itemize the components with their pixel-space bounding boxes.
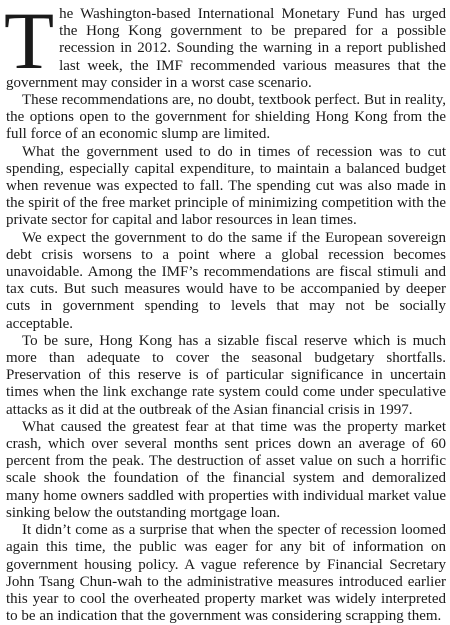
paragraph-3: What the government used to do in times of recession was to cut spending, especially capital expenditure, to maintain a balanced budget when revenue was expected to fall. The spending cut was also made in the spirit of the free market principle of minimizing competition with the private sector for capital and labor resources in lean times. [6, 143, 446, 229]
paragraph-2: These recommendations are, no doubt, textbook perfect. But in reality, the options open to the government for shielding Hong Kong from the full force of an economic slump are limited. [6, 92, 446, 143]
paragraph-6: What caused the greatest fear at that time was the property market crash, which over several months sent prices down an average of 60 percent from the peak. The destruction of asset value on such a horrific scale shook the foundation of the financial system and demoralized many home owners saddled with properties with individual market value sinking below the outstanding mortgage loan. [6, 418, 446, 521]
paragraph-5: To be sure, Hong Kong has a sizable fiscal reserve which is much more than adequate to cover the seasonal budgetary shortfalls. Preservation of this reserve is of particular significance in uncertain times when the link exchange rate system could come under speculative attacks as it did at the outbreak of the Asian financial crisis in 1997. [6, 332, 446, 418]
paragraph-1-text: he Washington-based International Monetary Fund has urged the Hong Kong government to be prepared for a possible recession in 2012. Sounding the warning in a report published last week, the IMF recommended various measures that the government may consider in a worst case scenario. [6, 6, 446, 91]
paragraph-4: We expect the government to do the same if the European sovereign debt crisis worsens to a point where a global recession becomes unavoidable. Among the IMF’s recommendations are fiscal stimuli and tax cuts. But such measures would have to be accompanied by deeper cuts in government spending to levels that may not be socially acceptable. [6, 229, 446, 332]
paragraph-1 [4, 0, 446, 92]
paragraph-7: It didn’t come as a surprise that when the specter of recession loomed again this time, the public was eager for any bit of information on government housing policy. A vague reference by Financial Secretary John Tsang Chun-wah to the administrative measures introduced earlier this year to cool the overheated property market was widely interpreted to be an indication that the government was considering scrapping them. [6, 522, 446, 625]
article-body [4, 0, 446, 625]
drop-cap: T [4, 0, 55, 86]
